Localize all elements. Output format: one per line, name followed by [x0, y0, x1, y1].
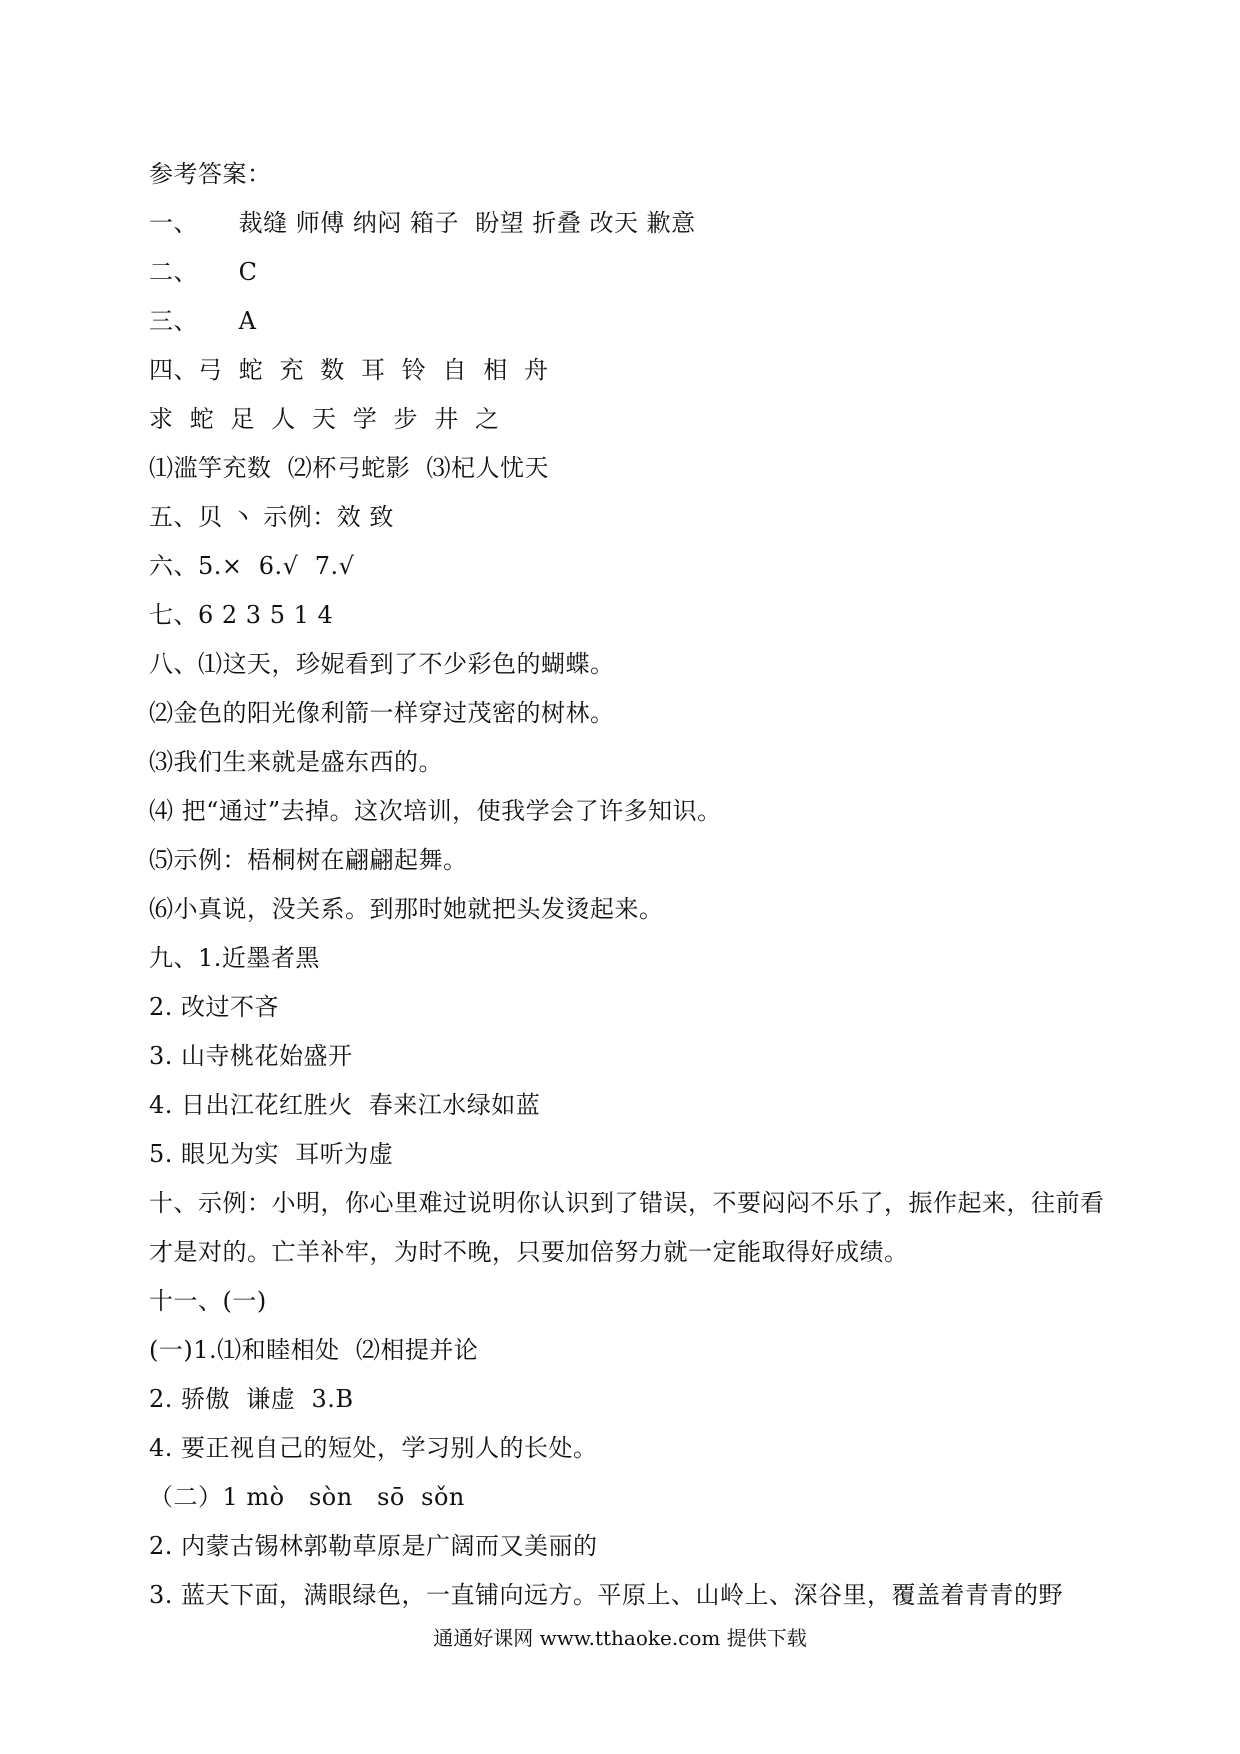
answer-line: 五、贝 丶 示例：效 致	[149, 503, 394, 531]
answer-line: 2. 改过不吝	[149, 993, 280, 1021]
answer-line: ⑶我们生来就是盛东西的。	[149, 748, 443, 776]
answer-line: 三、 A	[149, 307, 257, 335]
answer-line: ⑵金色的阳光像利箭一样穿过茂密的树林。	[149, 699, 615, 727]
answer-line: 七、6 2 3 5 1 4	[149, 601, 334, 629]
answer-line: ⑹小真说，没关系。到那时她就把头发烫起来。	[149, 895, 664, 923]
answer-line: 四、弓 蛇 充 数 耳 铃 自 相 舟	[149, 356, 549, 384]
answer-key	[149, 150, 1109, 1620]
answer-line: （二）1 mò sòn sō sǒn	[149, 1483, 465, 1511]
answer-line: ⑷ 把“通过”去掉。这次培训，使我学会了许多知识。	[149, 797, 722, 825]
answer-line: 5. 眼见为实 耳听为虚	[149, 1140, 394, 1168]
answer-line: 九、1.近墨者黑	[149, 944, 320, 972]
answer-line: 3. 山寺桃花始盛开	[149, 1042, 353, 1070]
answer-line: 4. 要正视自己的短处，学习别人的长处。	[149, 1434, 598, 1462]
answer-line: 求 蛇 足 人 天 学 步 井 之	[149, 405, 500, 433]
answer-line: 4. 日出江花红胜火 春来江水绿如蓝	[149, 1091, 541, 1119]
answer-line: 十一、(一)	[149, 1287, 267, 1315]
page-footer: 通通好课网 www.tthaoke.com 提供下载	[433, 1626, 807, 1650]
answer-line: 二、 C	[149, 258, 258, 286]
answer-line: 八、⑴这天，珍妮看到了不少彩色的蝴蝶。	[149, 650, 615, 678]
answer-line: (一)1.⑴和睦相处 ⑵相提并论	[149, 1336, 479, 1364]
answer-line: 六、5.× 6.√ 7.√	[149, 552, 355, 580]
answer-line: 一、 裁缝 师傅 纳闷 箱子 盼望 折叠 改天 歉意	[149, 209, 696, 237]
answer-title: 参考答案：	[149, 160, 272, 188]
answer-line: ⑴滥竽充数 ⑵杯弓蛇影 ⑶杞人忧天	[149, 454, 550, 482]
answer-line: 3. 蓝天下面，满眼绿色，一直铺向远方。平原上、山岭上、深谷里，覆盖着青青的野	[149, 1581, 1064, 1609]
answer-line: 2. 内蒙古锡林郭勒草原是广阔而又美丽的	[149, 1532, 598, 1560]
answer-line: 2. 骄傲 谦虚 3.B	[149, 1385, 354, 1413]
answer-line: ⑸示例：梧桐树在翩翩起舞。	[149, 846, 468, 874]
answer-paragraph: 十、示例：小明，你心里难过说明你认识到了错误，不要闷闷不乐了，振作起来，往前看才是对的。亡羊补牢，为时不晚，只要加倍努力就一定能取得好成绩。	[149, 1189, 1105, 1266]
